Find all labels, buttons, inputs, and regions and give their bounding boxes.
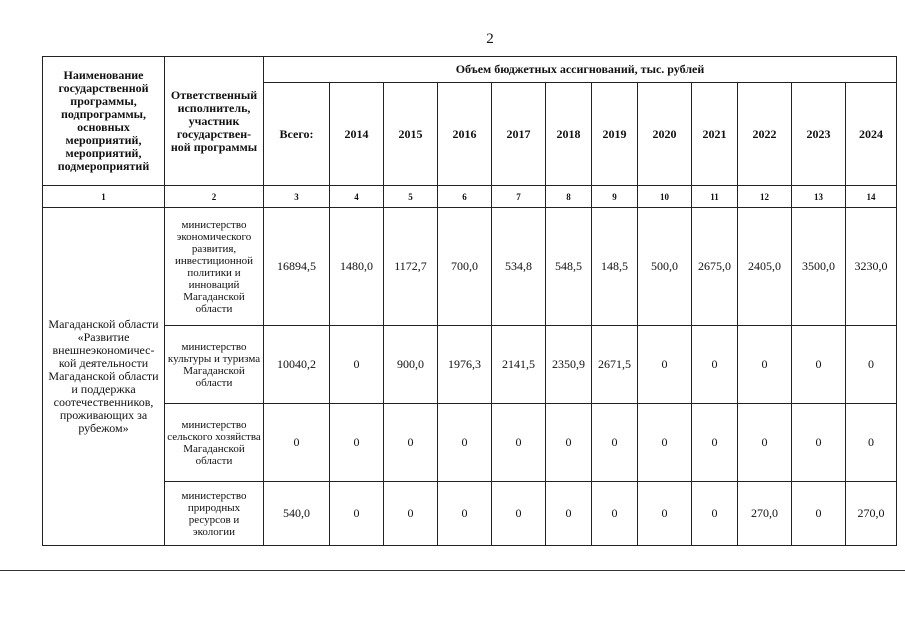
page-number: 2 [486,31,494,47]
year-header-total: Всего: [264,83,330,186]
value-cell: 16894,5 [264,208,330,326]
value-cell: 270,0 [738,482,792,546]
column-number-row [43,186,897,208]
executor-cell: министерство природных ресурсов и экологии [165,482,264,546]
value-cell: 0 [330,326,384,404]
value-cell: 548,5 [546,208,592,326]
budget-allocation-table [42,56,897,546]
column-number: 2 [165,186,264,208]
executor-cell: министерство экономического развития, инвестиционной политики и инноваций Магаданской области [165,208,264,326]
value-cell: 0 [846,404,897,482]
value-cell: 0 [546,404,592,482]
column-number: 10 [638,186,692,208]
value-cell: 0 [438,404,492,482]
executor-header: Ответственный исполнитель, участник государствен-ной программы [165,57,264,186]
column-number: 12 [738,186,792,208]
year-header-2017: 2017 [492,83,546,186]
executor-cell: министерство культуры и туризма Магаданской области [165,326,264,404]
value-cell: 0 [792,482,846,546]
page-bottom-rule [0,570,905,571]
column-number: 9 [592,186,638,208]
value-cell: 2405,0 [738,208,792,326]
column-number: 3 [264,186,330,208]
value-cell: 0 [738,326,792,404]
value-cell: 1480,0 [330,208,384,326]
value-cell: 0 [792,326,846,404]
value-cell: 900,0 [384,326,438,404]
table-row [43,482,897,546]
value-cell: 3230,0 [846,208,897,326]
value-cell: 0 [592,404,638,482]
budget-volume-header: Объем бюджетных ассигнований, тыс. рублей [264,57,897,83]
value-cell: 500,0 [638,208,692,326]
year-header-2018: 2018 [546,83,592,186]
column-number: 5 [384,186,438,208]
value-cell: 0 [638,326,692,404]
value-cell: 540,0 [264,482,330,546]
column-number: 7 [492,186,546,208]
column-number: 13 [792,186,846,208]
value-cell: 0 [638,482,692,546]
year-header-2016: 2016 [438,83,492,186]
year-header-2020: 2020 [638,83,692,186]
column-number: 4 [330,186,384,208]
value-cell: 2675,0 [692,208,738,326]
value-cell: 3500,0 [792,208,846,326]
table-row [43,208,897,326]
value-cell: 0 [792,404,846,482]
year-header-2019: 2019 [592,83,638,186]
column-number: 14 [846,186,897,208]
table-row [43,404,897,482]
value-cell: 1172,7 [384,208,438,326]
year-header-2024: 2024 [846,83,897,186]
value-cell: 0 [546,482,592,546]
value-cell: 1976,3 [438,326,492,404]
value-cell: 0 [492,482,546,546]
year-header-2014: 2014 [330,83,384,186]
value-cell: 0 [638,404,692,482]
value-cell: 0 [330,482,384,546]
value-cell: 0 [264,404,330,482]
value-cell: 0 [692,404,738,482]
program-name-header: Наименование государственной программы, подпрограммы, основных мероприятий, мероприятий, подмероприятий [43,57,165,186]
value-cell: 2350,9 [546,326,592,404]
value-cell: 0 [492,404,546,482]
column-number: 8 [546,186,592,208]
value-cell: 700,0 [438,208,492,326]
year-header-2023: 2023 [792,83,846,186]
value-cell: 0 [738,404,792,482]
value-cell: 2671,5 [592,326,638,404]
year-header-2015: 2015 [384,83,438,186]
program-name-cell: Магаданской области «Развитие внешнеэкономичес-кой деятельности Магаданской области и поддержка соотечественников, проживающих за рубежом» [43,208,165,546]
value-cell: 0 [692,482,738,546]
value-cell: 0 [384,482,438,546]
value-cell: 0 [330,404,384,482]
value-cell: 2141,5 [492,326,546,404]
value-cell: 270,0 [846,482,897,546]
value-cell: 534,8 [492,208,546,326]
column-number: 11 [692,186,738,208]
value-cell: 0 [846,326,897,404]
value-cell: 0 [438,482,492,546]
value-cell: 0 [592,482,638,546]
year-header-2022: 2022 [738,83,792,186]
executor-cell: министерство сельского хозяйства Магаданской области [165,404,264,482]
value-cell: 0 [384,404,438,482]
value-cell: 0 [692,326,738,404]
table-row [43,326,897,404]
value-cell: 10040,2 [264,326,330,404]
year-header-2021: 2021 [692,83,738,186]
column-number: 6 [438,186,492,208]
column-number: 1 [43,186,165,208]
value-cell: 148,5 [592,208,638,326]
